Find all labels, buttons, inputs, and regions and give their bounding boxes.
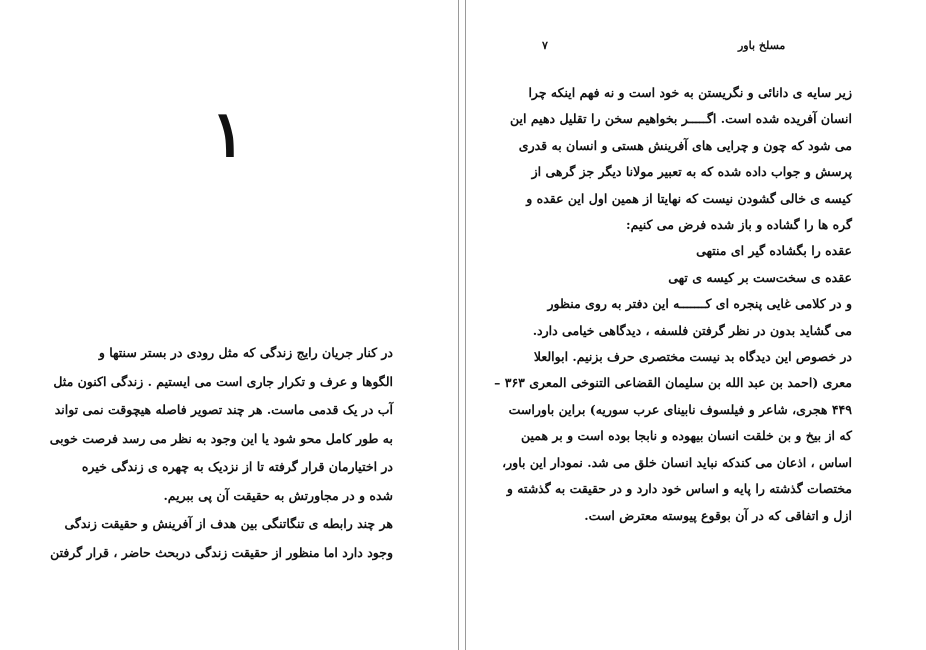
text-line: به طور کامل محو شود یا این وجود به نظر می رسد فرصت خوبی (49, 430, 393, 446)
text-line: وجود دارد اما منظور از حقیقت زندگی دربحث حاضر ، قرار گرفتن (50, 544, 393, 560)
text-line: که از بیخ و بن خلقت انسان بیهوده و نابجا بوده است و بر همین (520, 428, 852, 444)
left-page-body (49, 339, 393, 567)
right-page (466, 0, 926, 650)
text-line: شده و در مجاورتش به حقیقت آن پی ببریم. (163, 487, 393, 503)
right-page-body (494, 80, 852, 529)
text-line: ۴۴۹ هجری، شاعر و فیلسوف نابینای عرب سوریه) براین باوراست (508, 401, 852, 417)
text-line: مختصات گذشته را پایه و اساس خود دارد و در حقیقت به گذشته و (506, 481, 852, 497)
text-line: در اختیارمان قرار گرفته تا از نزدیک به چهره ی زندگی خیره (81, 459, 393, 474)
text-line: هر چند رابطه ی تنگاتنگی بین هدف از آفرینش و حقیقت زندگی (64, 516, 393, 531)
running-head-title: مسلخ باور (738, 39, 786, 52)
page-gutter (458, 0, 466, 650)
verse-line: عقده ی سخت‌ست بر کیسه ی تهی (668, 269, 852, 285)
text-line: پرسش و جواب داده شده که به تعبیر مولانا دیگر جز گرهی از (531, 164, 852, 180)
text-line: می شود که چون و چرایی های آفرینش هستی و انسان به قدری (518, 137, 852, 153)
text-line: آب در یک قدمی ماست. هر چند تصویر فاصله هیچوقت نمی تواند (54, 402, 393, 417)
text-line: اساس ، اذعان می کندکه نباید انسان خلق می شد. نمودار این باور، (502, 454, 852, 470)
text-line: الگوها و عرف و تکرار جاری است می ایستیم . زندگی اکنون مثل (53, 373, 393, 389)
text-line: گره ها را گشاده و باز شده فرض می کنیم: (626, 217, 852, 233)
text-line: کیسه ی خالی گشودن نیست که نهایتا از همین اول این عقده و (526, 190, 852, 206)
text-line: ازل و اتفاقی که در آن بوقوع پیوسته معترض است. (584, 507, 852, 523)
chapter-number: ۱ (210, 97, 246, 172)
text-line: معری (احمد بن عبد الله بن سلیمان القضاعی التنوخی المعری ۳۶۳ – (494, 375, 852, 391)
text-line: زیر سایه ی دانائی و نگریستن به خود است و نه فهم اینکه چرا (528, 85, 852, 100)
text-line: می گشاید بدون در نظر گرفتن فلسفه ، دیدگاهی خیامی دارد. (532, 322, 852, 338)
text-line: انسان آفریده شده است. اگـــــر بخواهیم سخن را تقلیل دهیم این (510, 111, 852, 127)
page-number: ۷ (542, 39, 548, 52)
text-line: در کنار جریان رایج زندگی که مثل رودی در بستر سنتها و (98, 345, 393, 360)
text-line: در خصوص این دیدگاه بد نیست مختصری حرف بزنیم. ابوالعلا (533, 349, 852, 365)
left-page (0, 0, 458, 650)
text-line: و در کلامی غایی پنجره ای کـــــــه این دفتر به روی منظور (547, 296, 852, 312)
verse-line: عقده را بگشاده گیر ای منتهی (696, 243, 852, 259)
